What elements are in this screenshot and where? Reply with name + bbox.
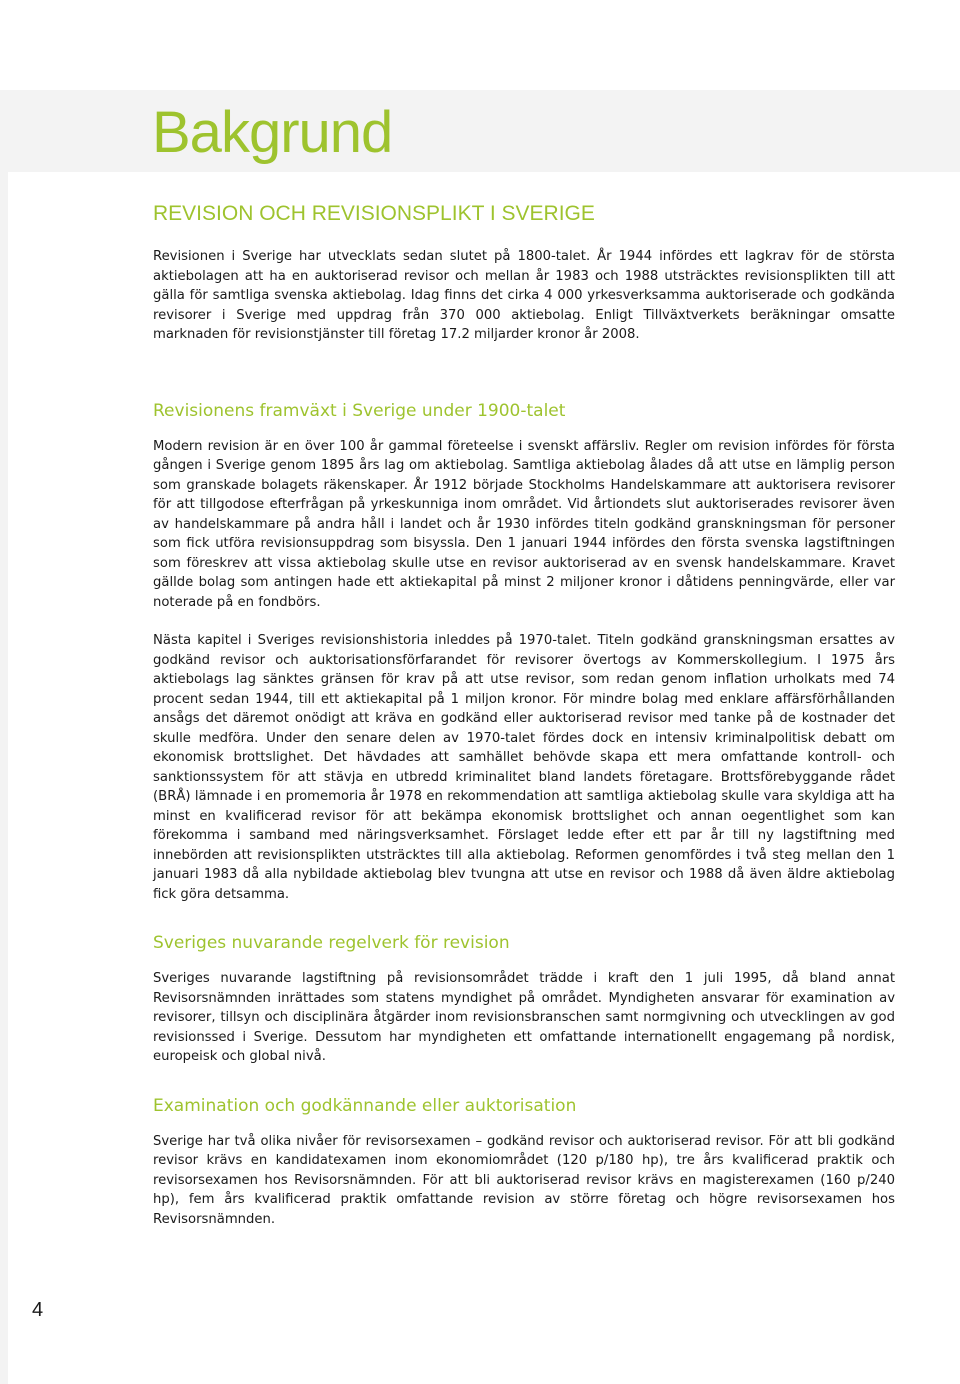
title-band [0, 90, 960, 172]
regulation-paragraph: Sveriges nuvarande lagstiftning på revisionsområdet trädde i kraft den 1 juli 1995, då bland annat Revisorsnämnden inrättades som statens myndighet på området. Myndigheten ansvarar för examination av revisorer, tillsyn och disciplinära åtgärder inom revisionsbranschen samt normgivning och utvecklingen av god revisionssed i Sverige. Dessutom har myndigheten ett omfattande internationellt engagemang på nordisk, europeisk och global nivå. [153, 971, 895, 1064]
page-title: Bakgrund [152, 100, 393, 165]
spacer [153, 904, 895, 931]
examination-heading: Examination och godkännande eller auktorisation [153, 1095, 577, 1116]
examination-paragraph: Sverige har två olika nivåer för revisorsexamen – godkänd revisor och auktoriserad revisor. För att bli godkänd revisor krävs en kandidatexamen inom ekonomiområdet (120 p/180 hp), tre års kvalificerad praktik och revisorsexamen hos Revisorsnämnden. För att bli auktoriserad revisor krävs en magisterexamen (160 p/240 hp), fem års kvalificerad praktik omfattande revision av större företag och högre revisorsexamen hos Revisorsnämnden. [153, 1133, 895, 1227]
history-paragraph-1: Modern revision är en över 100 år gammal företeelse i svenskt affärsliv. Regler om revision infördes för första gången i Sverige genom 1895 års lag om aktiebolag. Samtliga aktiebolag ålades då att utse en lämplig person som granskade bolagets räkenskaper. År 1912 började Stockholms Handelskammare att auktorisera revisorer för att tillgodose efterfrågan på yrkeskunniga inom området. Vid årtiondets slut auktoriserades revisorer även av handelskammare på andra håll i landet och år 1930 infördes titeln godkänd granskningsman för personer som fick utföra revisionsuppdrag som bisyssla. Den 1 januari 1944 infördes den första svenska lagstiftningen som föreskrev att vissa aktiebolag skulle utse en revisor auktoriserad av en svensk handelskammare. Kravet gällde bolag som antingen hade ett aktiekapital på minst 2 miljoner kronor i dåtidens penningvärde, eller var noterade på en fondbörs. [153, 438, 895, 610]
section-heading: REVISION OCH REVISIONSPLIKT I SVERIGE [153, 202, 595, 225]
spacer [153, 1067, 895, 1094]
history-paragraph-2: Nästa kapitel i Sveriges revisionshistoria inleddes på 1970-talet. Titeln godkänd granskningsman ersattes av godkänd revisor och auktorisationsförfarandet för revisorer övertogs av Kommerskollegium. I 1975 års aktiebolags lag sänktes gränsen för krav på att utse revisor, som redan genom inflation urholkats med 74 procent sedan 1944, till ett aktiekapital på 1 miljon kronor. För mindre bolag med enklare affärsförhållanden ansågs det däremot onödigt att kräva en godkänd eller auktoriserad revisor med tanke på de kostnader det skulle medföra. Under den senare delen av 1970-talet fördes dock en intensiv kriminalpolitisk debatt om ekonomisk brottslighet. Det hävdades att samhället behövde skapa ett mera omfattande kontroll- och sanktionssystem för att stävja en utbredd kriminalitet bland landets företagare. Brottsförebyggande rådet (BRÅ) lämnade i en promemoria år 1978 en rekommendation att samtliga aktiebolag skulle vara skyldiga att ha minst en kvalificerad revisor för att bekämpa ekonomisk brottslighet och annan oegentlighet som kan förekomma i samband med näringsverksamhet. Förslaget ledde efter ett par år till ny lagstiftning med innebörden att revisionsplikten utsträcktes till alla aktiebolag. Reformen genomfördes i två steg mellan den 1 januari 1983 då alla nybildade aktiebolag blev tvungna att utse en revisor och 1988 då även äldre aktiebolag fick göra detsamma. [153, 633, 895, 902]
page-number: 4 [32, 1299, 44, 1321]
page-content [153, 200, 895, 1229]
history-heading: Revisionens framväxt i Sverige under 1900-talet [153, 400, 566, 421]
regulation-heading: Sveriges nuvarande regelverk för revision [153, 933, 510, 953]
spacer [153, 345, 895, 399]
page-edge-bar [0, 90, 8, 1384]
spacer [153, 612, 895, 631]
intro-paragraph: Revisionen i Sverige har utvecklats sedan slutet på 1800-talet. År 1944 infördes ett lagkrav för de största aktiebolagen att ha en auktoriserad revisor och mellan år 1983 och 1988 utsträcktes revisionsplikten till att gälla för samtliga svenska aktiebolag. Idag finns det cirka 4 000 yrkesverksamma auktoriserade och godkända revisorer i Sverige med uppdrag från 370 000 aktiebolag. Enligt Tillväxtverkets beräkningar omsatte marknaden för revisionstjänster till företag 17.2 miljarder kronor år 2008. [153, 249, 895, 342]
